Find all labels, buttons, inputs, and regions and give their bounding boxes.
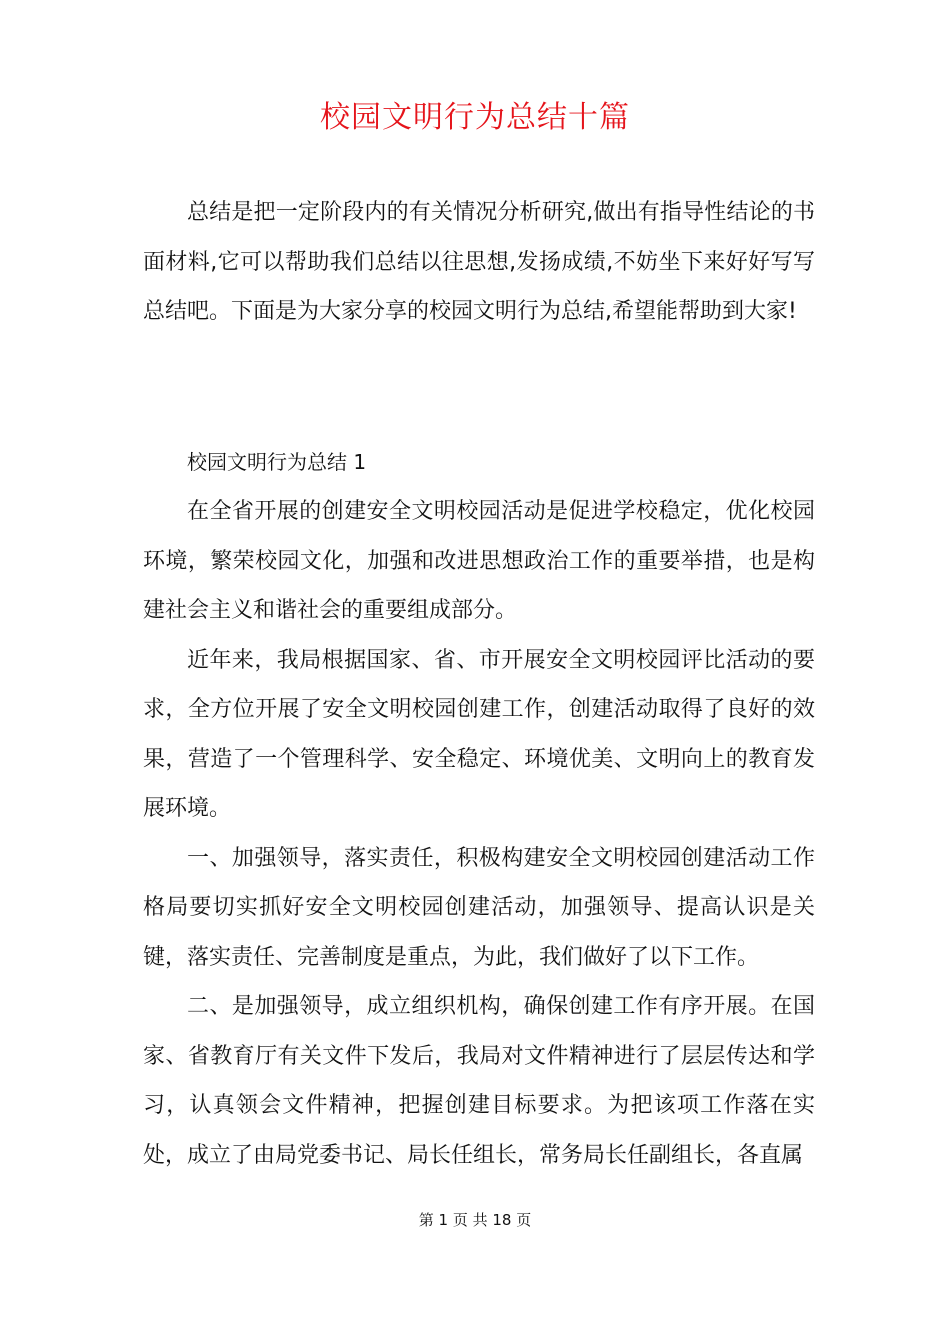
paragraph-3: 一、加强领导，落实责任，积极构建安全文明校园创建活动工作格局要切实抓好安全文明校园创建活动，加强领导、提高认识是关键，落实责任、完善制度是重点，为此，我们做好了以下工作。 [143, 845, 815, 970]
paragraph-1: 在全省开展的创建安全文明校园活动是促进学校稳定，优化校园环境，繁荣校园文化，加强和改进思想政治工作的重要举措，也是构建社会主义和谐社会的重要组成部分。 [143, 499, 815, 623]
paragraph-2: 近年来，我局根据国家、省、市开展安全文明校园评比活动的要求，全方位开展了安全文明校园创建工作，创建活动取得了良好的效果，营造了一个管理科学、安全稳定、环境优美、文明向上的教育发展环境。 [143, 647, 815, 821]
intro-paragraph: 总结是把一定阶段内的有关情况分析研究,做出有指导性结论的书面材料,它可以帮助我们总结以往思想,发扬成绩,不妨坐下来好好写写总结吧。下面是为大家分享的校园文明行为总结,希望能帮助到大家! [143, 200, 815, 324]
section-body [143, 487, 815, 1180]
page-footer: 第 1 页 共 18 页 [418, 1211, 532, 1229]
paragraph-4: 二、是加强领导，成立组织机构，确保创建工作有序开展。在国家、省教育厅有关文件下发后，我局对文件精神进行了层层传达和学习，认真领会文件精神，把握创建目标要求。为把该项工作落在实处，成立了由局党委书记、局长任组长，常务局长任副组长，各直属 [143, 994, 815, 1168]
section-heading: 校园文明行为总结 1 [187, 450, 367, 474]
intro-block [143, 188, 815, 337]
document-title: 校园文明行为总结十篇 [320, 100, 630, 135]
